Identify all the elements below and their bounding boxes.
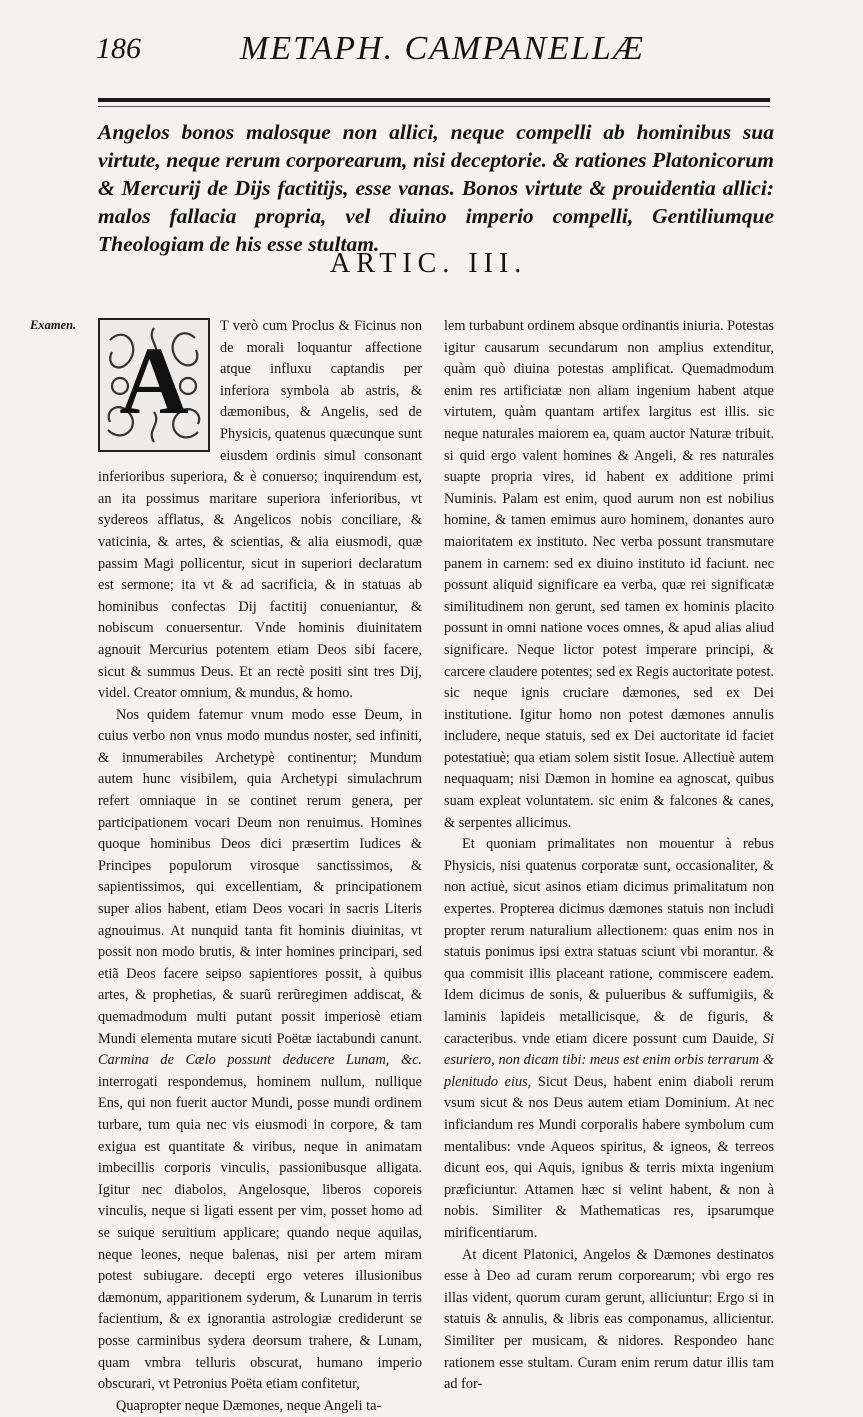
paragraph-text: interrogati respondemus, hominem nullum, nullique Ens, qui non fuerit auctor Mundi, posse mundi ordinem turbare, tum quia nec vis eiusmodi in corpore, & tam exigua est quantitate & viribus, neque in animatam imbecillis corporis vinculis, passionibusque alligata. Igitur nec diabolos, Angelosque, liberos coporeis vinculis, neque si ligati essent per vim, posset homo ad se suique seruitium applicare; quando neque aquilas, neque leones, neque balenas, nisi per artem miram potest subiugare. decepti ergo veteres illusionibus dæmonum, apparitionem syderum, & Lunarum in terris facientium, & ex ignorantia astrologiæ crediderunt se posse carminibus sydera deorsum trahere, & Lunam, quam vmbra telluris obscurat, humano imperio obscurari, vt Petronius Poëta etiam confitetur, — [98, 1073, 422, 1393]
quotation: Si esuriero, non dicam tibi: meus est enim orbis terrarum & plenitudo eius, — [444, 1030, 774, 1090]
marginal-note: Examen. — [30, 318, 77, 332]
article-summary: Angelos bonos malosque non allici, neque compelli ab hominibus sua virtute, neque rerum corporearum, nisi deceptorie. & rationes Platonicorum & Mercurij de Dijs factitijs, esse vanas. Bonos virtute & prouidentia allici: malos fallacia propria, vel diuino imperio compelli, Gentiliumque Theologiam de his esse stultam. — [98, 120, 774, 256]
paragraph — [98, 705, 422, 1396]
left-column — [98, 316, 422, 1417]
header-rule-thin — [98, 106, 770, 107]
initial-letter: A — [119, 327, 189, 434]
page-number: 186 — [96, 32, 141, 65]
paragraph: At dicent Platonici, Angelos & Dæmones destinatos esse à Deo ad curam rerum corporearum; vbi ergo res illas vident, quorum curam gerunt, alliciuntur: Ergo si in statuis & annulis, & libris eas componamus, allicientur. Similiter per musicam, & nidores. Respondeo hanc rationem esse stultam. Curam enim rerum datur illis tam ad for- — [444, 1246, 774, 1393]
paragraph-text: Et quoniam primalitates non mouentur à rebus Physicis, nisi quatenus corporatæ sunt, occasionaliter, & non actiuè, sicut asinos etiam dicimus primalitatum non expertes. Propterea dicimus dæmones statuis non includi propter rerum naturalium allectionem: quas enim nos in statuis ponimus ipsi extra statuas sciunt vbi morantur. & qua commisit illis placeant ratione, commiscere eadem. Idem dicimus de sonis, & pulueribus & suffumigiis, & laminis lapideis metallicisque, & de figuris, & caracteribus. vnde etiam dicere possunt cum Dauide, — [444, 836, 774, 1047]
paragraph: T verò cum Proclus & Ficinus non de morali loquantur affectione atque influxu captandis per inferiora symbola ab astris, & dæmonibus, & Angelis, sed de Physicis, quatenus quæcunque sunt eiusdem ordinis simul consonant inferioribus superiora, & è conuerso; inquirendum est, an ita possimus maritare superiora inferioribus, vt sydereos afflatus, & Angelicos nobis conciliare, & vaticinia, & artes, & scientias, & alia eiusmodi, quæ passim Magi pollicentur, sicut in superiori declaratum est sermone; ita vt & ad sacrificia, & in statuas ab hominibus confectas Dij factitij conueniantur, & nobiscum conuersentur. Vnde hominis diuinitatem agnouit Mercurius potentem etiam Deos sibi facere, sicut & summus Deus. Et an rectè positi sint tres Dij, videl. Creator omnium, & mundus, & homo. — [98, 318, 422, 702]
decorated-initial — [98, 318, 210, 452]
quotation: Carmina de Cælo possunt deducere Lunam, &c. — [98, 1052, 422, 1069]
paragraph: lem turbabunt ordinem absque ordinantis iniuria. Potestas igitur causarum secundarum non amplius extenditur, quàm quò diuina potestas amplificat. Quemadmodum enim res artificiatæ non aliam ingenium habent atque virtutem, quàm quantam artifex largitus est illis. sic neque naturales maiorem ea, quam auctor Naturæ tribuit. si quid ergo valent homines & Angeli, & res naturales suapte propria vires, id habent ex additione primi Numinis. Palam est enim, quod aurum non est nobilius homine, & tamen emimus auro hominem, donantes auro maioritatem ex instituto. Nec verba possunt transmutare panem in carnem: sed ex diuino instituto id faciunt. nec possunt aliquid significare ea verba, quæ rei significatæ similitudinem non gerunt, sed tamen ex hominis placito possunt in omni natione voces omnes, & apud alias aliud significare. Neque lictor potest imperare principi, & carcere claudere potentes; sed ex Regis auctoritate potest. sic neque ignis cruciare dæmones, sed ex Dei institutione. Igitur homo non potest dæmones annulis includere, neque statuis, sed ex Dei auctoritate id faciet potestatiuè; qua etiam solem sistit Iosue. Allectiuè autem nequaquam; nisi Dæmon in homine ea agnoscat, quibus suam expleat voluntatem. sic enim & falcones & canes, & serpentes allicimus. — [444, 318, 774, 831]
article-title: ARTIC. III. — [330, 248, 528, 279]
header-rule — [98, 98, 770, 102]
running-title: METAPH. CAMPANELLÆ — [240, 30, 645, 67]
paragraph: Quapropter neque Dæmones, neque Angeli ta- — [116, 1397, 382, 1414]
paragraph — [444, 834, 774, 1244]
paragraph-text: Nos quidem fatemur vnum modo esse Deum, in cuius verbo non vnus modo mundus noster, sed infiniti, & innumerabiles Archetypè continentur; Mundum autem hunc visibilem, quia Archetypi simulachrum refert omniaque in se continet rerum genera, per participationem vocari Deum non renuimus. Homines quoque hominibus Deos dici præsertim Iudices & Principes populorum virosque sanctissimos, & sapientissimos, qui excellentiam, & principationem super alios habent, etiam Deos vocari in sacris Literis agnouimus. At nunquid tanta fit hominis diuinitas, vt possit non modo brutis, & inter homines principari, sed etiã Deos facere seipso sapientiores possit, à quibus artes, & prophetias, & suarũ rerũregimen addiscat, & quemadmodum multi putant possit imperiosè etiam Mundi elementa mutare sicuti Poëtæ iactabundi canunt. — [98, 706, 422, 1047]
paragraph-text: Sicut Deus, habent enim diaboli rerum vsum sicut & nos Deus autem etiam Dominium. At nec inficiandum res Mundi corporalis habere symbolum cum mentalibus: vnde Aqueos spiritus, & igneos, & terreos dicunt eos, qui Aquis, ignibus & terris mixta ingenium præficiuntur. Attamen hæc si velint habent, & non à nobis. Similiter & Mathematicas res, ipsarumque mirificentiarum. — [444, 1073, 774, 1241]
right-column — [444, 316, 774, 1396]
